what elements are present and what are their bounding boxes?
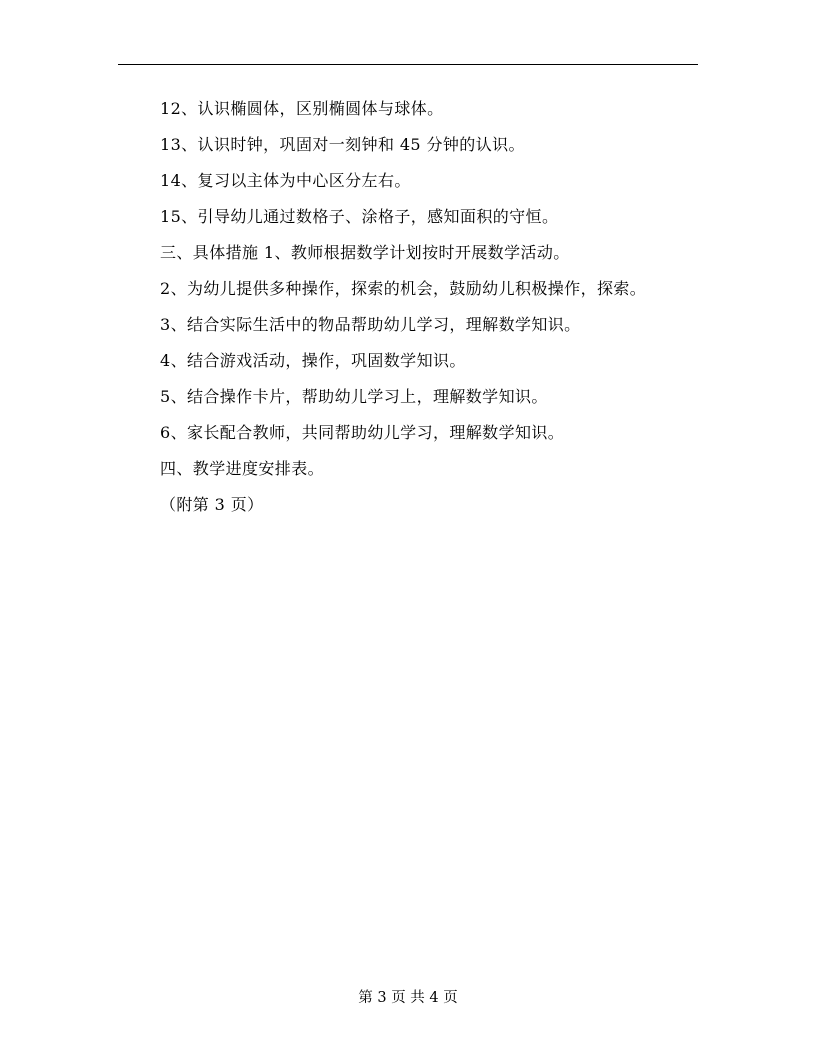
page-number: 第 3 页 共 4 页 xyxy=(358,990,458,1006)
section-4-schedule: 四、教学进度安排表。 xyxy=(160,459,325,478)
section-3-measures: 三、具体措施 1、教师根据数学计划按时开展数学活动。 xyxy=(160,243,570,262)
item-15-area-conservation: 15、引导幼儿通过数格子、涂格子，感知面积的守恒。 xyxy=(160,207,559,226)
item-12-ellipsoid: 12、认识椭圆体，区别椭圆体与球体。 xyxy=(160,99,444,118)
appendix-note: （附第 3 页） xyxy=(160,495,264,514)
measure-3: 3、结合实际生活中的物品帮助幼儿学习，理解数学知识。 xyxy=(160,315,581,334)
measure-2: 2、为幼儿提供多种操作，探索的机会，鼓励幼儿积极操作，探索。 xyxy=(160,279,647,298)
measure-6: 6、家长配合教师，共同帮助幼儿学习，理解数学知识。 xyxy=(160,423,565,442)
document-body xyxy=(160,97,720,529)
item-14-left-right: 14、复习以主体为中心区分左右。 xyxy=(160,171,411,190)
header-rule xyxy=(118,64,698,65)
measure-4: 4、结合游戏活动，操作，巩固数学知识。 xyxy=(160,351,466,370)
measure-5: 5、结合操作卡片，帮助幼儿学习上，理解数学知识。 xyxy=(160,387,548,406)
item-13-clock: 13、认识时钟，巩固对一刻钟和 45 分钟的认识。 xyxy=(160,135,525,154)
